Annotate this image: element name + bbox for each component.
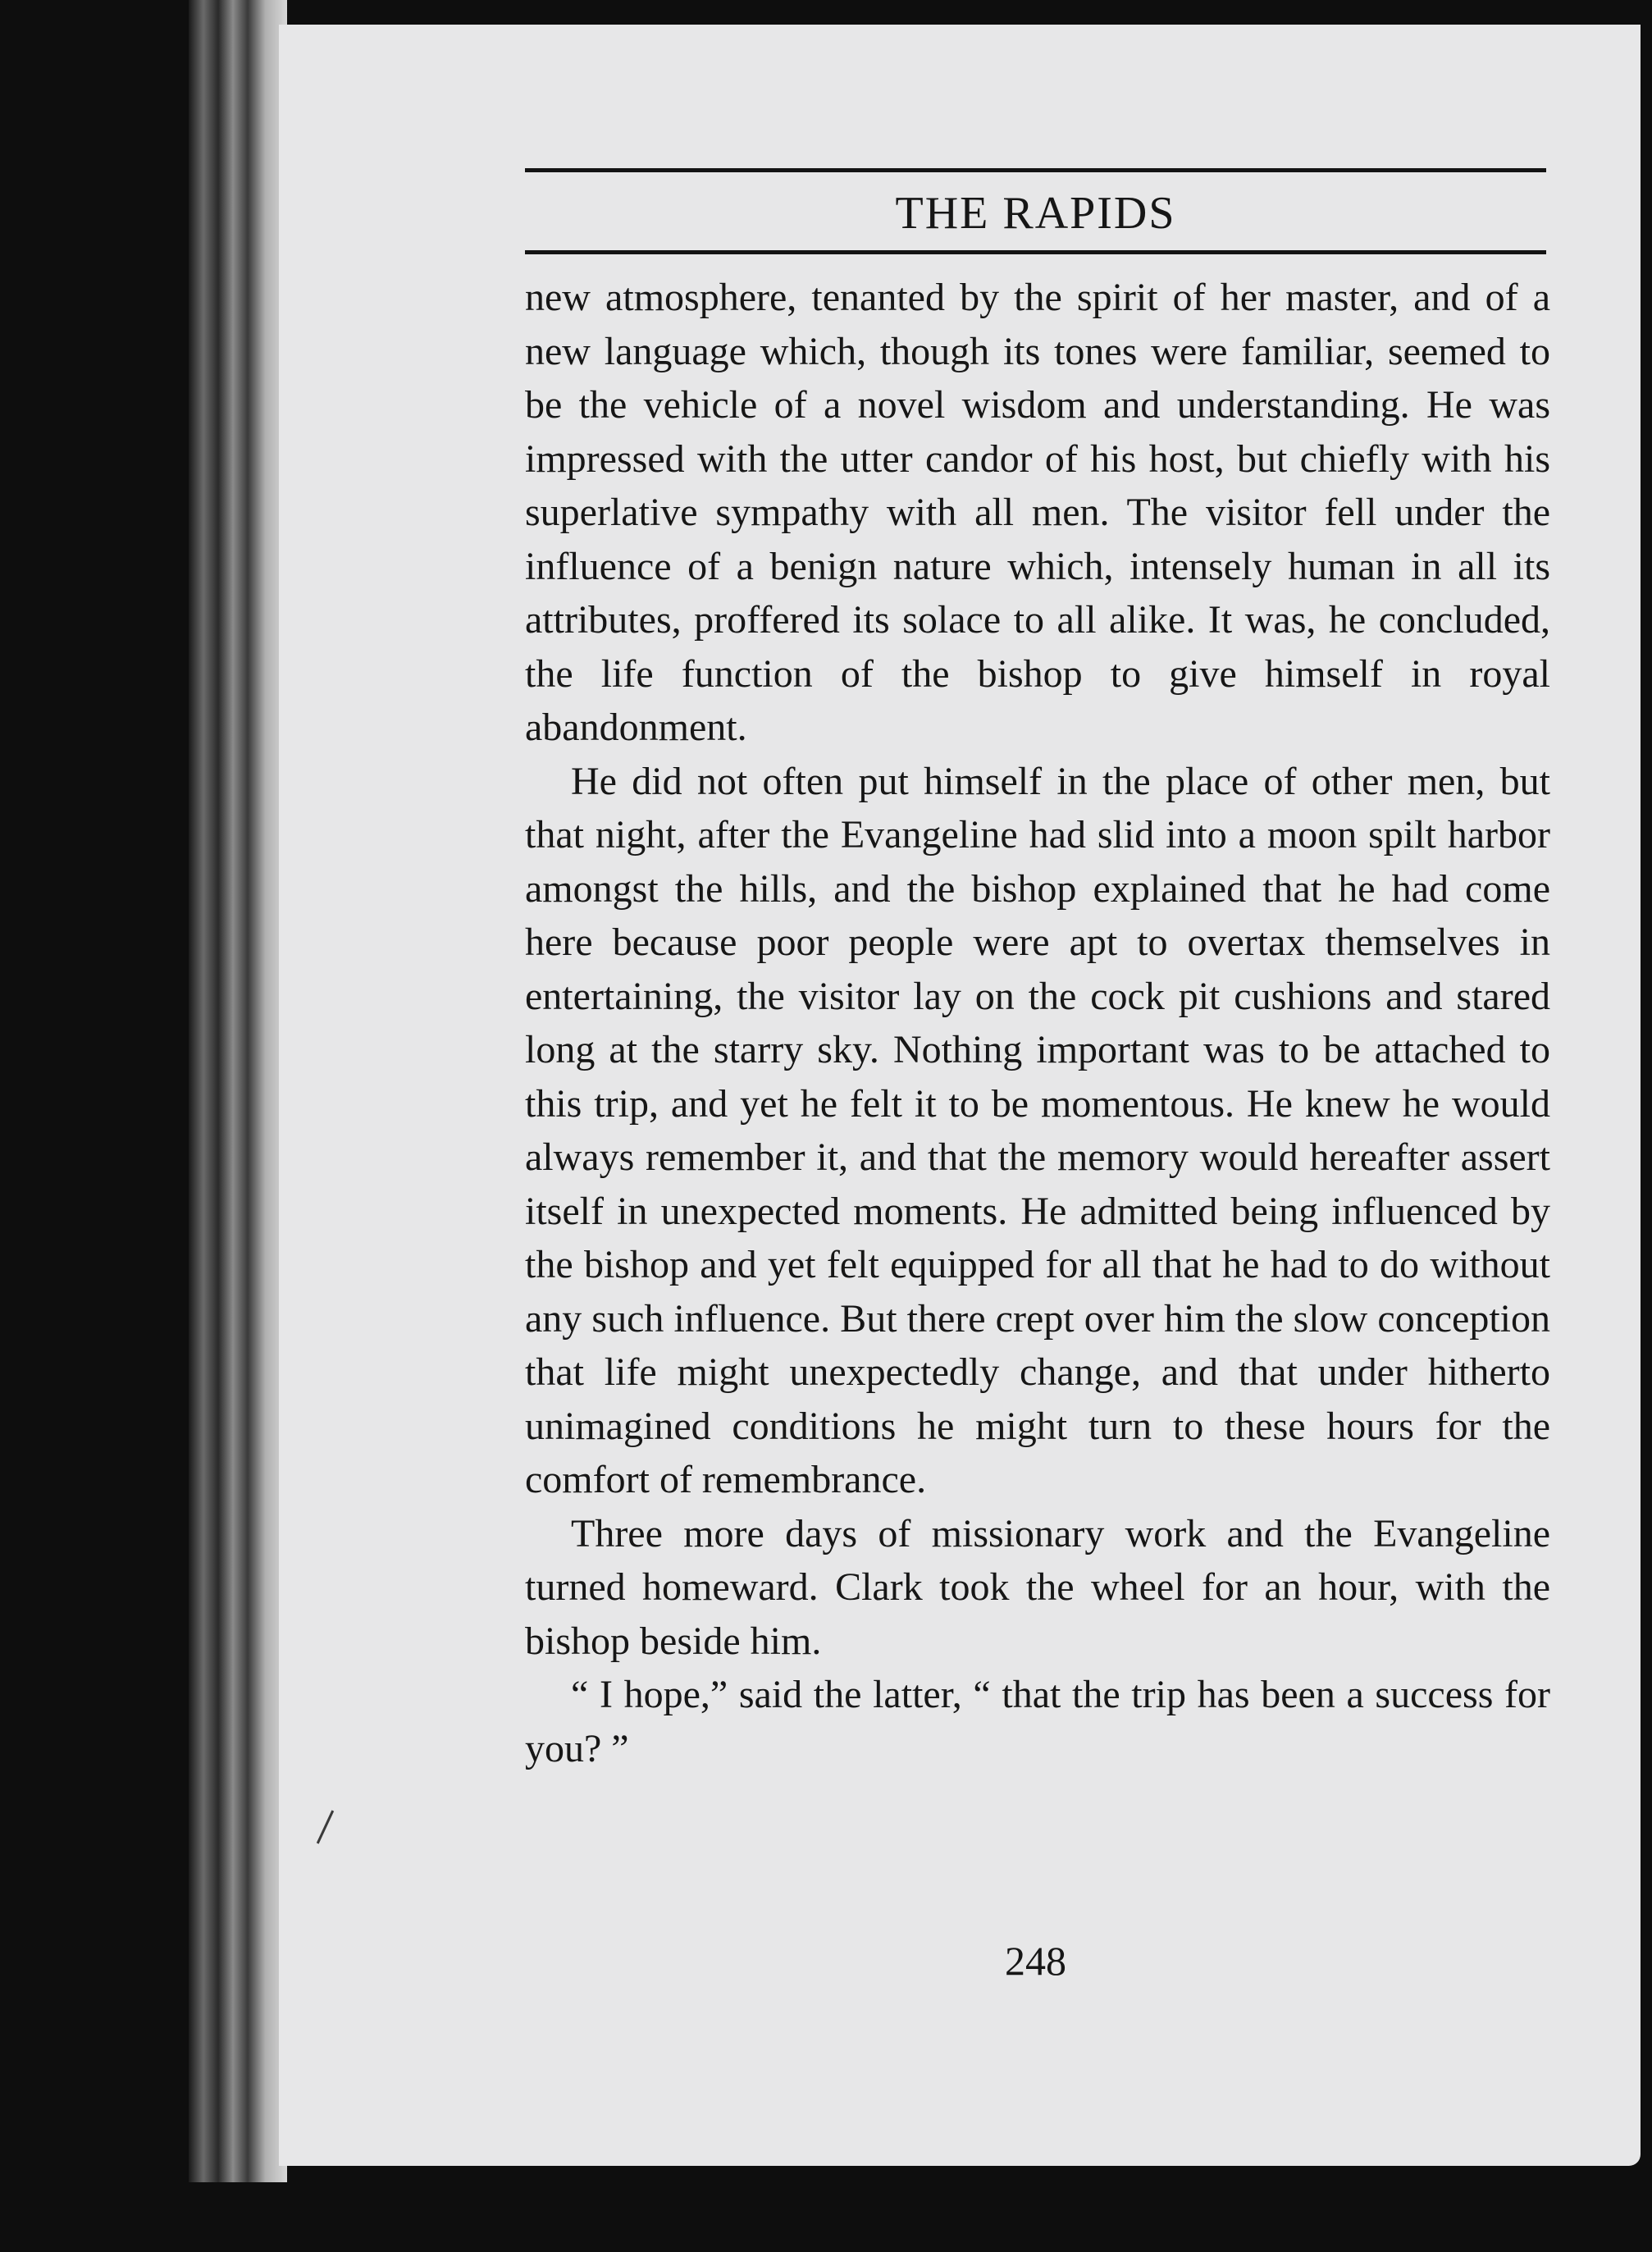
- header-rule-bottom: [525, 250, 1546, 254]
- paragraph-2: He did not often put himself in the place of other men, but that night, after the Evangeline had slid into a moon spilt harbor amongst the hills, and the bishop explained that he had come here because poor people were apt to overtax themselves in entertaining, the visitor lay on the cock pit cushions and stared long at the starry sky. Nothing important was to be attached to this trip, and yet he felt it to be momentous. He knew he would always remember it, and that the memory would hereafter assert itself in unexpected moments. He admitted being influenced by the bishop and yet felt equipped for all that he had to do without any such influence. But there crept over him the slow conception that life might unexpectedly change, and that under hitherto unimagined conditions he might turn to these hours for the comfort of remembrance.: [525, 759, 1550, 1501]
- book-spine-edge: [189, 0, 287, 2182]
- page-body: [525, 271, 1550, 1775]
- running-head: THE RAPIDS: [895, 188, 1176, 239]
- page-number: 248: [1005, 1938, 1066, 1984]
- paragraph-4: “ I hope,” said the latter, “ that the trip has been a success for you? ”: [525, 1673, 1550, 1770]
- paragraph-3: Three more days of missionary work and the Evangeline turned homeward. Clark took the wheel for an hour, with the bishop beside him.: [525, 1511, 1550, 1663]
- paragraph-1: new atmosphere, tenanted by the spirit of her master, and of a new language which, though its tones were familiar, seemed to be the vehicle of a novel wisdom and understanding. He was impressed with the utter candor of his host, but chiefly with his superlative sympathy with all men. The visitor fell under the influence of a benign nature which, intensely human in all its attributes, proffered its solace to all alike. It was, he concluded, the life function of the bishop to give himself in royal abandonment.: [525, 276, 1550, 749]
- header-rule-top: [525, 168, 1546, 172]
